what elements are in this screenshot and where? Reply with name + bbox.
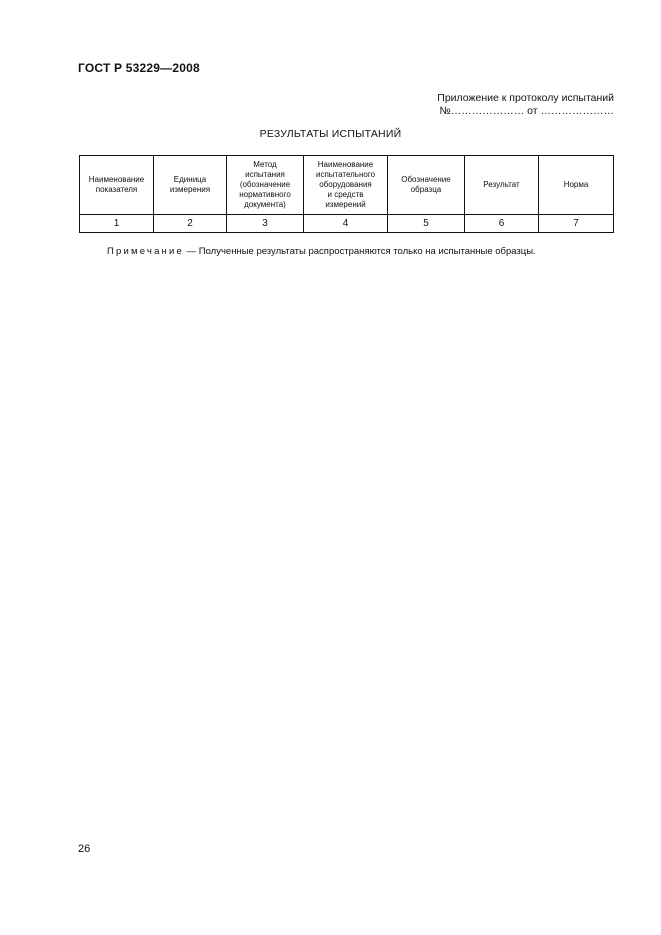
column-number-cell: 7 bbox=[539, 215, 614, 233]
note bbox=[107, 246, 536, 257]
note-dash: — bbox=[184, 246, 199, 257]
column-header-indicator-name: Наименование показателя bbox=[80, 156, 154, 215]
standard-code: ГОСТ Р 53229—2008 bbox=[78, 61, 200, 75]
appendix-line-2: №………………… от ………………… bbox=[439, 105, 614, 117]
column-header-result: Результат bbox=[465, 156, 539, 215]
note-label: Примечание bbox=[107, 246, 184, 257]
results-table bbox=[79, 155, 614, 233]
column-header-norm: Норма bbox=[539, 156, 614, 215]
column-header-equipment: Наименование испытательного оборудования и средств измерений bbox=[304, 156, 388, 215]
column-number-cell: 2 bbox=[154, 215, 227, 233]
table-number-row bbox=[80, 215, 614, 233]
note-text: Полученные результаты распространяются только на испытанные образцы. bbox=[198, 246, 536, 257]
page-number: 26 bbox=[78, 843, 91, 855]
table-header-row bbox=[80, 156, 614, 215]
results-title: РЕЗУЛЬТАТЫ ИСПЫТАНИЙ bbox=[259, 128, 402, 140]
column-header-test-method: Метод испытания (обозначение нормативного документа) bbox=[227, 156, 304, 215]
column-header-sample-designation: Обозначение образца bbox=[388, 156, 465, 215]
column-number-cell: 6 bbox=[465, 215, 539, 233]
column-header-unit: Единица измерения bbox=[154, 156, 227, 215]
appendix-line-1: Приложение к протоколу испытаний bbox=[437, 92, 614, 104]
appendix-reference bbox=[437, 92, 614, 118]
column-number-cell: 4 bbox=[304, 215, 388, 233]
column-number-cell: 3 bbox=[227, 215, 304, 233]
column-number-cell: 1 bbox=[80, 215, 154, 233]
column-number-cell: 5 bbox=[388, 215, 465, 233]
